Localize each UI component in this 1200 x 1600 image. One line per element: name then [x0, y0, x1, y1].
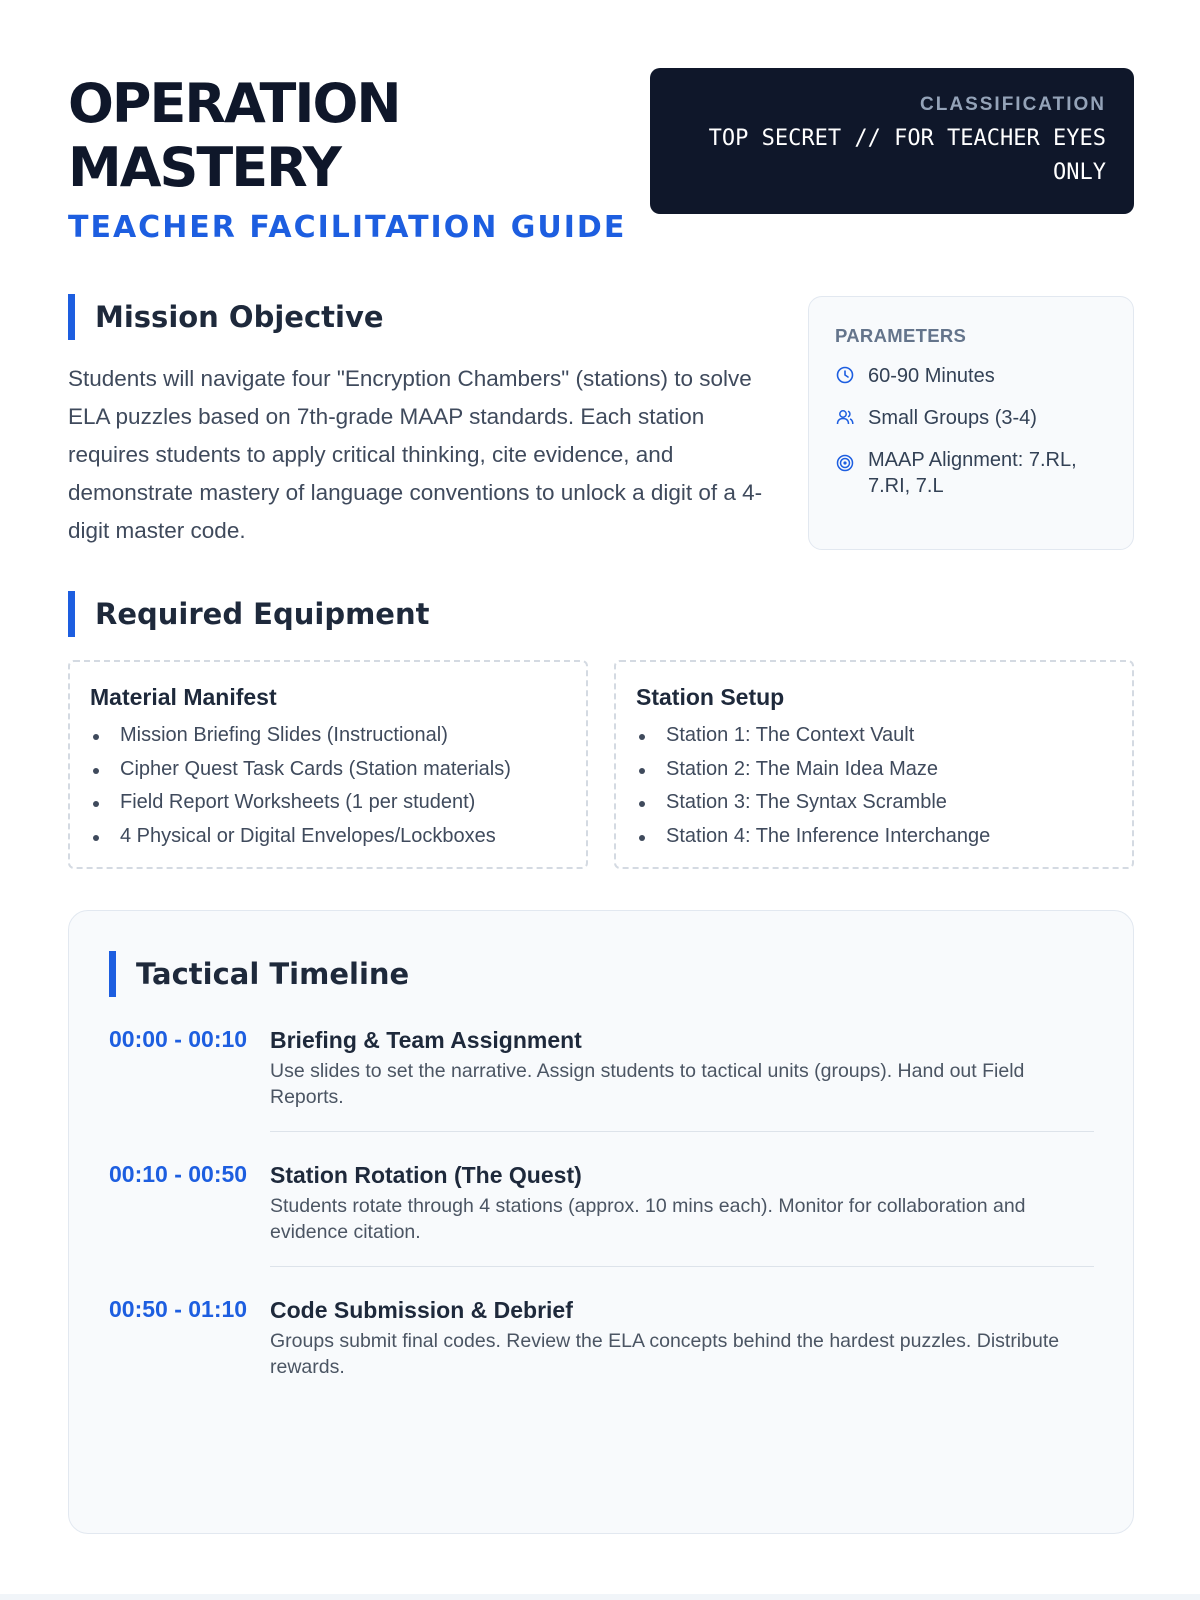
timeline-body [270, 1026, 1094, 1110]
material-manifest-list [90, 719, 566, 853]
parameter-duration [835, 363, 1107, 389]
page-subtitle: TEACHER FACILITATION GUIDE [68, 210, 627, 245]
station-setup-title: Station Setup [636, 684, 785, 710]
list-item: Station 4: The Inference Interchange [636, 820, 1112, 854]
list-item: Mission Briefing Slides (Instructional) [90, 719, 566, 753]
list-item: Station 1: The Context Vault [636, 719, 1112, 753]
station-setup-box [614, 660, 1134, 869]
clock-icon [835, 365, 855, 385]
parameter-text: Small Groups (3-4) [868, 407, 1037, 429]
station-setup-list [636, 719, 1112, 853]
parameter-alignment [835, 447, 1107, 499]
list-item: Field Report Worksheets (1 per student) [90, 786, 566, 820]
timeline-time: 00:10 - 00:50 [109, 1161, 248, 1187]
tactical-timeline-heading: Tactical Timeline [109, 951, 409, 997]
parameters-panel [808, 296, 1134, 550]
page-title [68, 72, 400, 200]
timeline-description: Groups submit final codes. Review the ELA concepts behind the hardest puzzles. Distribute rewards. [270, 1330, 1060, 1378]
header [68, 72, 1134, 252]
list-item: Cipher Quest Task Cards (Station materials) [90, 753, 566, 787]
list-item: Station 3: The Syntax Scramble [636, 786, 1112, 820]
list-item: Station 2: The Main Idea Maze [636, 753, 1112, 787]
mission-objective-heading: Mission Objective [68, 294, 384, 340]
target-icon [835, 453, 855, 473]
bottom-strip [0, 1594, 1200, 1600]
title-line-2: MASTERY [68, 136, 340, 199]
parameters-label: PARAMETERS [835, 325, 967, 346]
timeline-time: 00:50 - 01:10 [109, 1296, 248, 1322]
tactical-timeline-card [68, 910, 1134, 1534]
timeline-time: 00:00 - 00:10 [109, 1026, 248, 1052]
timeline-title: Code Submission & Debrief [270, 1297, 573, 1323]
timeline-title: Station Rotation (The Quest) [270, 1162, 582, 1188]
material-manifest-title: Material Manifest [90, 684, 277, 710]
parameter-text: MAAP Alignment: 7.RL, 7.RI, 7.L [868, 449, 1077, 497]
timeline-description: Students rotate through 4 stations (approx. 10 mins each). Monitor for collaboration and evidence citation. [270, 1195, 1026, 1243]
classification-label: CLASSIFICATION [920, 94, 1106, 115]
timeline-description: Use slides to set the narrative. Assign students to tactical units (groups). Hand out Field Reports. [270, 1060, 1025, 1108]
list-item: 4 Physical or Digital Envelopes/Lockboxes [90, 820, 566, 854]
parameter-group-size [835, 405, 1107, 431]
timeline-divider [270, 1266, 1094, 1267]
timeline-title: Briefing & Team Assignment [270, 1027, 582, 1053]
parameter-text: 60-90 Minutes [868, 365, 995, 387]
timeline-divider [270, 1131, 1094, 1132]
title-line-1: OPERATION [68, 72, 400, 135]
classification-badge [650, 68, 1134, 214]
required-equipment-heading: Required Equipment [68, 591, 429, 637]
timeline-body [270, 1161, 1094, 1245]
mission-objective-text: Students will navigate four "Encryption Chambers" (stations) to solve ELA puzzles based on 7th-grade MAAP standards. Each station requires students to apply critical thinking, cite evidence, and demonstrate mastery of language conventions to unlock a digit of a 4-digit master code. [68, 366, 763, 543]
users-icon [835, 407, 855, 427]
material-manifest-box [68, 660, 588, 869]
classification-value: TOP SECRET // FOR TEACHER EYES ONLY [708, 126, 1106, 185]
timeline-body [270, 1296, 1094, 1380]
